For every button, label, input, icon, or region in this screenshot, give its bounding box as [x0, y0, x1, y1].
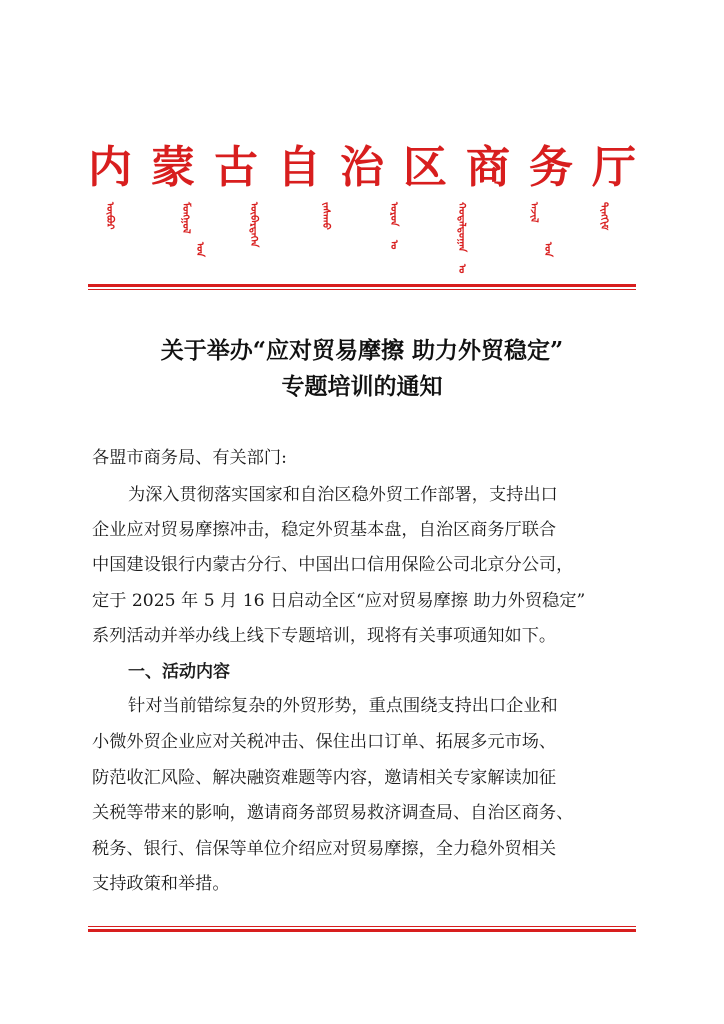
paragraph-1-line: 中国建设银行内蒙古分行、中国出口信用保险公司北京分公司， — [92, 555, 574, 575]
paragraph-2-line: 关税等带来的影响，邀请商务部贸易救济调查局、自治区商务、 — [92, 803, 574, 823]
paragraph-2-line: 税务、银行、信保等单位介绍应对贸易摩擦，全力稳外贸相关 — [92, 839, 557, 859]
org-char: 蒙 — [151, 142, 195, 193]
paragraph-1-line: 定于 2025 年 5 月 16 日启动全区“应对贸易摩擦 助力外贸稳定” — [92, 591, 586, 611]
mongolian-word: ᠤ — [456, 264, 467, 274]
org-char: 商 — [466, 142, 510, 193]
footer-divider — [88, 926, 636, 932]
letterhead-org-name — [88, 140, 636, 196]
section-heading: 一、活动内容 — [128, 662, 230, 682]
mongolian-word: ᠵᠠᠰᠠᠬᠤ — [320, 202, 331, 230]
paragraph-1-line: 企业应对贸易摩擦冲击，稳定外贸基本盘，自治区商务厅联合 — [92, 520, 557, 540]
paragraph-2-line: 小微外贸企业应对关税冲击、保住出口订单、拓展多元市场、 — [92, 732, 557, 752]
org-char: 区 — [403, 142, 447, 193]
mongolian-word: ᠣᠷᠣᠨ — [388, 202, 399, 227]
mongolian-word: ᠥᠪᠦᠷ — [104, 202, 115, 230]
paragraph-1-line: 为深入贯彻落实国家和自治区稳外贸工作部署，支持出口 — [128, 485, 558, 505]
mongolian-word: ᠤᠨ — [194, 242, 205, 257]
mongolian-word: ᠤᠨ — [542, 242, 553, 257]
org-char: 内 — [88, 142, 132, 193]
mongolian-word: ᠠᠵᠢᠯ — [528, 202, 539, 223]
mongolian-word: ᠬᠤᠳᠠᠯᠳᠤᠭᠠᠨ — [456, 202, 467, 253]
mongolian-word: ᠲᠢᠩᠬᠢᠮ — [598, 202, 609, 231]
mongolian-word: ᠥᠪᠡᠷᠲᠡᠭᠡᠨ — [248, 202, 259, 248]
org-char: 治 — [340, 142, 384, 193]
paragraph-2-line: 针对当前错综复杂的外贸形势，重点围绕支持出口企业和 — [128, 696, 558, 716]
letterhead-divider — [88, 284, 636, 290]
letterhead-mongolian-script — [98, 202, 618, 280]
paragraph-1-line: 系列活动并举办线上线下专题培训，现将有关事项通知如下。 — [92, 626, 557, 646]
org-char: 自 — [277, 142, 321, 193]
org-char: 厅 — [592, 142, 636, 193]
document-title-line-2: 专题培训的通知 — [281, 373, 443, 400]
mongolian-word: ᠮᠣᠩᠭᠣᠯ — [180, 202, 191, 234]
org-char: 务 — [529, 142, 573, 193]
paragraph-2-line: 防范收汇风险、解决融资难题等内容，邀请相关专家解读加征 — [92, 768, 557, 788]
salutation: 各盟市商务局、有关部门: — [92, 448, 287, 468]
paragraph-2-line: 支持政策和举措。 — [92, 874, 230, 894]
document-title-line-1: 关于举办“应对贸易摩擦 助力外贸稳定” — [160, 337, 564, 364]
mongolian-word: ᠤ — [388, 240, 399, 250]
org-char: 古 — [214, 142, 258, 193]
